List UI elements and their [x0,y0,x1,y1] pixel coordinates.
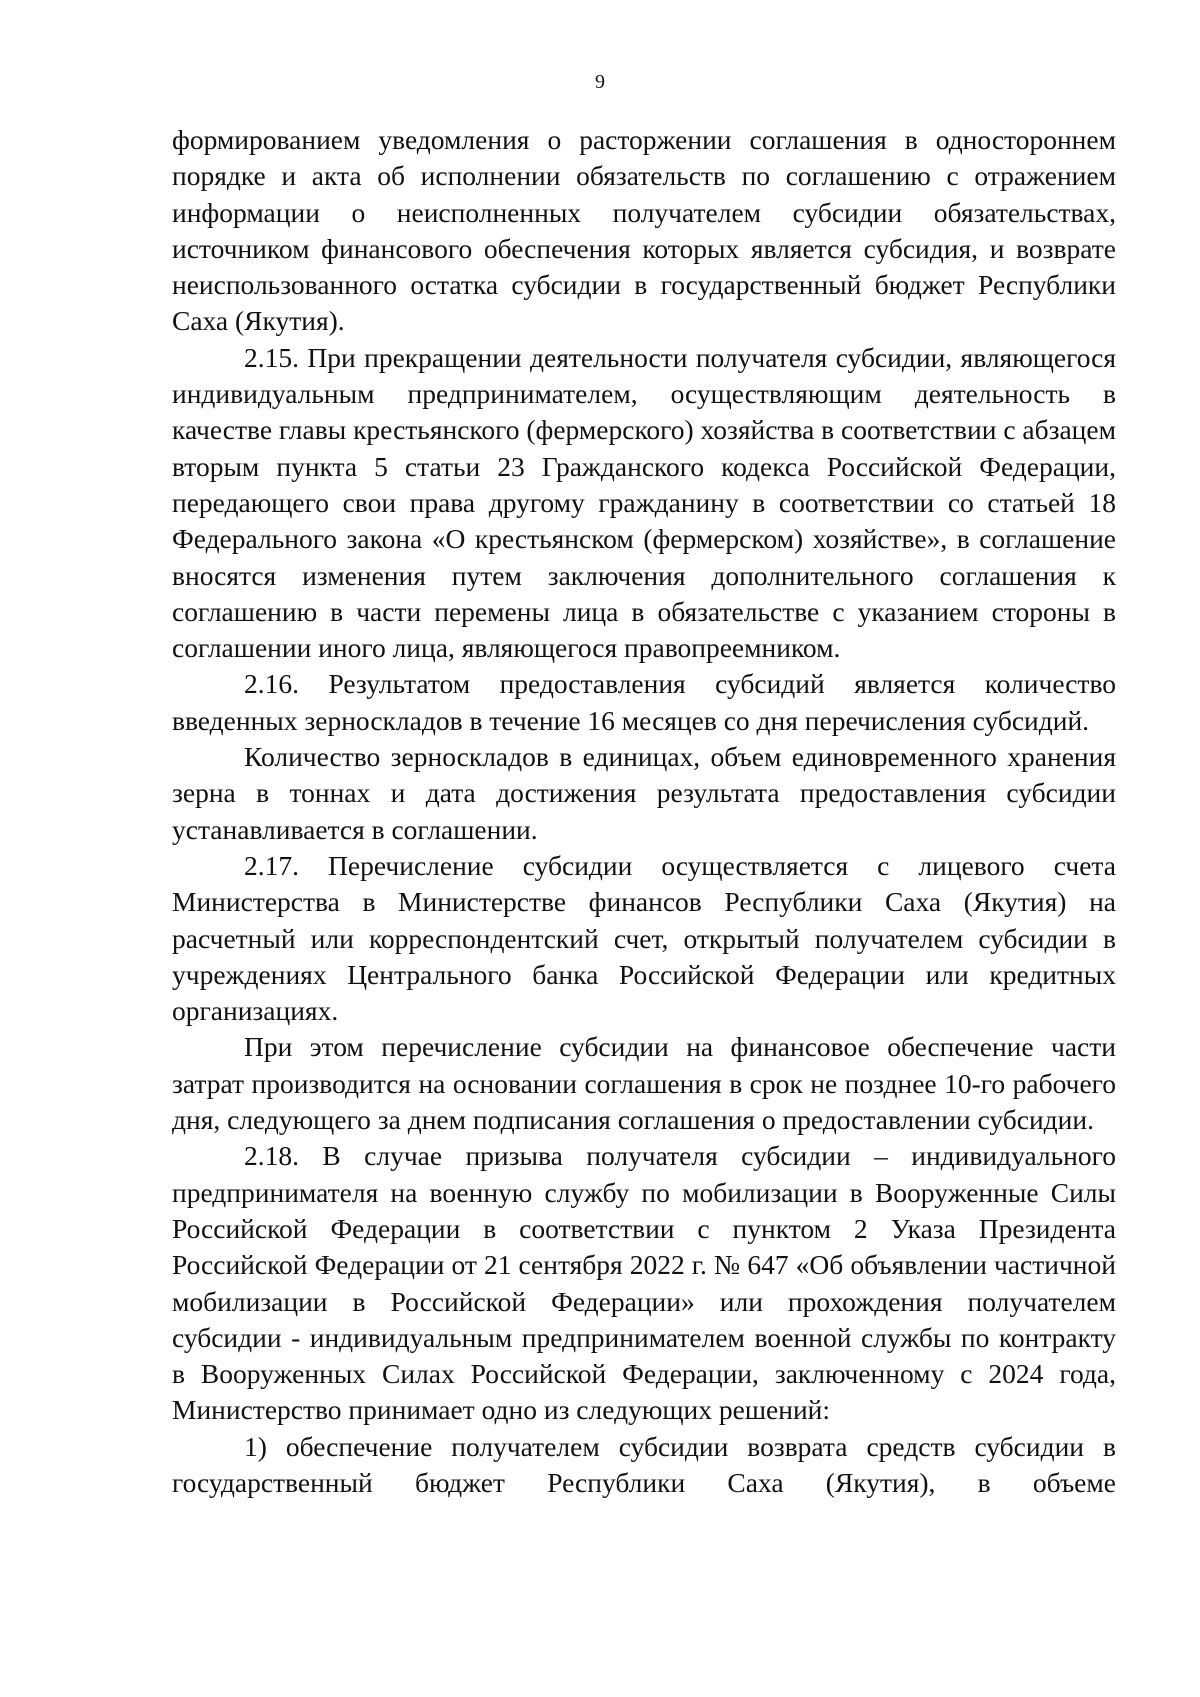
paragraph-continuation: формированием уведомления о расторжении соглашения в одностороннем порядке и акта об исполнении обязательств по соглашению с отражением информации о неисполненных получателем субсидии обязательствах, источником финансового обеспечения которых является субсидия, и возврате неиспользованного остатка субсидии в государственный бюджет Республики Саха (Якутия). [172,124,1116,337]
paragraph-2-18: 2.18. В случае призыва получателя субсидии – индивидуального предпринимателя на военную службу по мобилизации в Вооруженные Силы Российской Федерации в соответствии с пунктом 2 Указа Президента Российской Федерации от 21 сентября 2022 г. № 647 «Об объявлении частичной мобилизации в Российской Федерации» или прохождения получателем субсидии - индивидуальным предпринимателем военной службы по контракту в Вооруженных Силах Российской Федерации, заключенному с 2024 года, Министерство принимает одно из следующих решений: [172,1140,1116,1426]
page-number: 9 [595,71,605,93]
paragraph-2-16-quantity: Количество зерноскладов в единицах, объем единовременного хранения зерна в тоннах и дата достижения результата предоставления субсидии устанавливается в соглашении. [172,741,1116,845]
paragraph-2-17-transfer: При этом перечисление субсидии на финансовое обеспечение части затрат производится на основании соглашения в срок не позднее 10-го рабочего дня, следующего за днем подписания соглашения о предоставлении субсидии. [172,1031,1116,1136]
paragraph-2-18-item-1: 1) обеспечение получателем субсидии возврата средств субсидии в государственный бюджет Республики Саха (Якутия), в объеме [172,1430,1116,1498]
paragraph-2-17: 2.17. Перечисление субсидии осуществляется с лицевого счета Министерства в Министерстве финансов Республики Саха (Якутия) на расчетный или корреспондентский счет, открытый получателем субсидии в учреждениях Центрального банка Российской Федерации или кредитных организациях. [172,849,1116,1027]
paragraph-2-16: 2.16. Результатом предоставления субсидий является количество введенных зерноскладов в течение 16 месяцев со дня перечисления субсидий. [172,668,1116,736]
document-body [172,122,1116,1501]
paragraph-2-15: 2.15. При прекращении деятельности получателя субсидии, являющегося индивидуальным предпринимателем, осуществляющим деятельность в качестве главы крестьянского (фермерского) хозяйства в соответствии с абзацем вторым пункта 5 статьи 23 Гражданского кодекса Российской Федерации, передающего свои права другому гражданину в соответствии со статьей 18 Федерального закона «О крестьянском (фермерском) хозяйстве», в соглашение вносятся изменения путем заключения дополнительного соглашения к соглашению в части перемены лица в обязательстве с указанием стороны в соглашении иного лица, являющегося правопреемником. [172,341,1116,664]
